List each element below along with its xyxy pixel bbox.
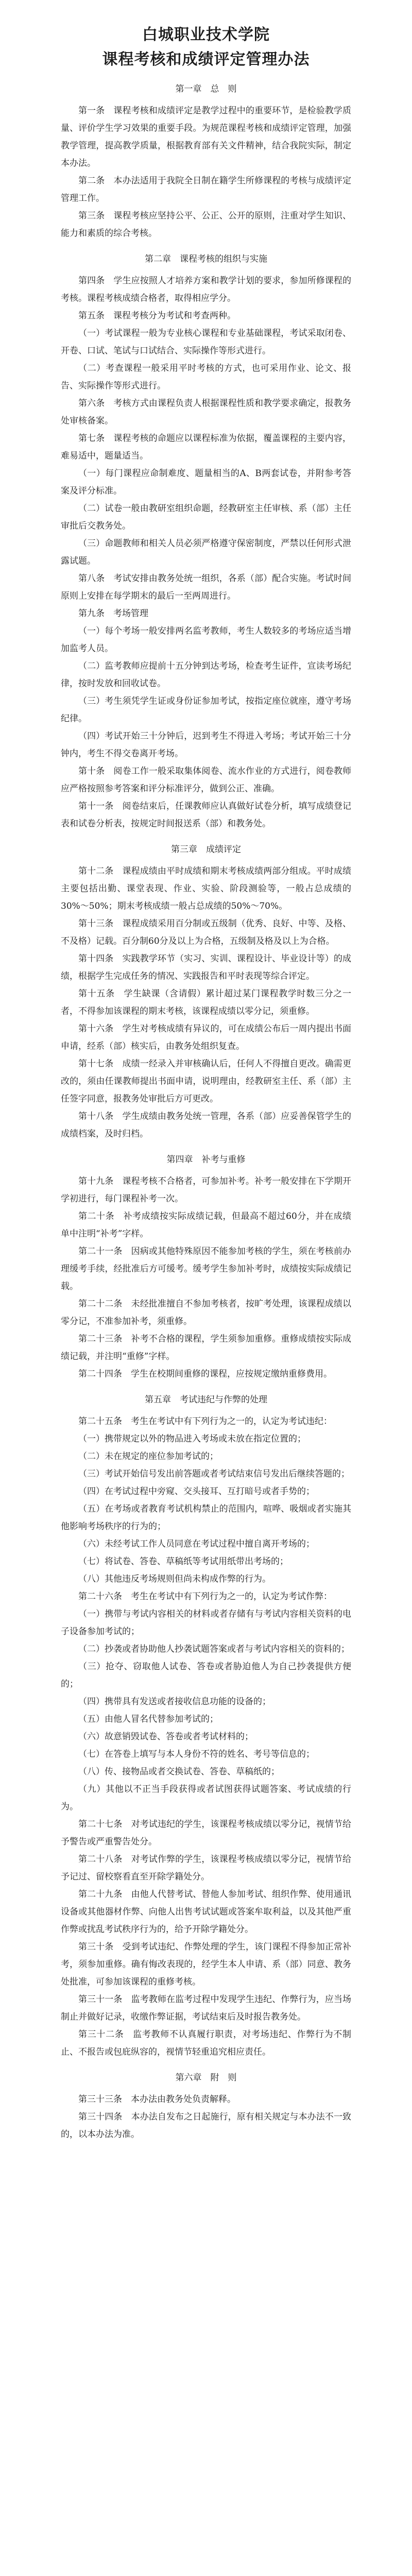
article-paragraph: （二）考查课程一般采用平时考核的方式，也可采用作业、论文、报告、实际操作等形式进行。 — [61, 363, 351, 391]
article-paragraph: 第三十条 受到考试违纪、作弊处理的学生，该门课程不得参加正常补考，须参加重修。确有悔改表现的，经学生本人申请、系（部）同意、教务处批准，可参加该课程的重修考核。 — [61, 1942, 351, 1987]
article-paragraph: 第四条 学生应按照人才培养方案和教学计划的要求，参加所修课程的考核。课程考核成绩合格者，取得相应学分。 — [61, 276, 351, 303]
article-paragraph: 第二条 本办法适用于我院全日制在籍学生所修课程的考核与成绩评定管理工作。 — [61, 176, 351, 204]
article-paragraph: （三）抢夺、窃取他人试卷、答卷或者胁迫他人为自己抄袭提供方便的； — [61, 1662, 351, 1689]
document-body — [61, 81, 351, 2143]
article-paragraph: （一）每个考场一般安排两名监考教师，考生人数较多的考场应适当增加监考人员。 — [61, 626, 351, 654]
article-paragraph: 第五条 课程考核分为考试和考查两种。 — [78, 311, 236, 321]
article-paragraph: （三）考生须凭学生证或身份证参加考试，按指定座位就座，遵守考场纪律。 — [61, 696, 351, 724]
article-paragraph: 第八条 考试安排由教务处统一组织，各系（部）配合实施。考试时间原则上安排在每学期末的最后一至两周进行。 — [61, 573, 351, 601]
article-paragraph: 第六条 考核方式由课程负责人根据课程性质和教学要求确定，报教务处审核备案。 — [61, 398, 351, 426]
article-paragraph: 第十四条 实践教学环节（实习、实训、课程设计、毕业设计等）的成绩，根据学生完成任务的情况、实践报告和平时表现等综合评定。 — [61, 954, 351, 981]
article-paragraph: （一）携带与考试内容相关的材料或者存储有与考试内容相关资料的电子设备参加考试的； — [61, 1609, 351, 1637]
article-paragraph: 第十七条 成绩一经录入并审核确认后，任何人不得擅自更改。确需更改的，须由任课教师提出书面申请，说明理由，经教研室主任、系（部）主任签字同意，报教务处审批后方可更改。 — [61, 1059, 351, 1104]
article-paragraph: 第七条 课程考核的命题应以课程标准为依据，覆盖课程的主要内容，难易适中，题量适当。 — [61, 433, 351, 461]
article-paragraph: 第二十六条 考生在考试中有下列行为之一的，认定为考试作弊： — [78, 1591, 332, 1602]
article-paragraph: （三）命题教师和相关人员必须严格遵守保密制度，严禁以任何形式泄露试题。 — [61, 538, 351, 566]
article-paragraph: 第一条 课程考核和成绩评定是教学过程中的重要环节，是检验教学质量、评价学生学习效果的重要手段。为规范课程考核和成绩评定管理，加强教学管理，提高教学质量，根据教育部有关文件精神，结合我院实际，制定本办法。 — [61, 106, 351, 168]
article-paragraph: （五）在考场或者教育考试机构禁止的范围内，喧哗、吸烟或者实施其他影响考场秩序的行为的； — [61, 1504, 351, 1532]
document-title-line1: 白城职业技术学院 — [142, 26, 270, 44]
article-paragraph: （九）其他以不正当手段获得或者试图获得试题答案、考试成绩的行为。 — [61, 1784, 351, 1812]
article-paragraph: 第二十五条 考生在考试中有下列行为之一的，认定为考试违纪： — [78, 1416, 332, 1427]
article-paragraph: 第三十三条 本办法由教务处负责解释。 — [78, 2094, 236, 2105]
chapter-heading: 第四章 补考与重修 — [166, 1155, 246, 1165]
article-paragraph: （四）携带具有发送或者接收信息功能的设备的； — [78, 1697, 271, 1707]
article-paragraph: 第十一条 阅卷结束后，任课教师应认真做好试卷分析，填写成绩登记表和试卷分析表，按规定时间报送系（部）和教务处。 — [61, 801, 351, 829]
article-paragraph: （五）由他人冒名代替参加考试的； — [78, 1714, 218, 1724]
chapter-heading: 第六章 附 则 — [175, 2073, 237, 2083]
article-paragraph: （二）未在规定的座位参加考试的； — [78, 1451, 218, 1462]
article-paragraph: （八）其他违反考场规则但尚未构成作弊的行为。 — [78, 1574, 271, 1584]
article-paragraph: 第十八条 学生成绩由教务处统一管理，各系（部）应妥善保管学生的成绩档案，及时归档。 — [61, 1111, 351, 1139]
article-paragraph: 第十二条 课程成绩由平时成绩和期末考核成绩两部分组成。平时成绩主要包括出勤、课堂表现、作业、实验、阶段测验等，一般占总成绩的30%～50%；期末考核成绩一般占总成绩的50%～70%。 — [61, 866, 351, 911]
article-paragraph: （二）抄袭或者协助他人抄袭试题答案或者与考试内容相关的资料的； — [78, 1644, 350, 1654]
article-paragraph: （二）试卷一般由教研室组织命题，经教研室主任审核、系（部）主任审批后交教务处。 — [61, 503, 351, 531]
article-paragraph: （一）考试课程一般为专业核心课程和专业基础课程，考试采取闭卷、开卷、口试、笔试与口试结合、实际操作等形式进行。 — [61, 328, 351, 356]
article-paragraph: 第三十二条 监考教师不认真履行职责，对考场违纪、作弊行为不制止、不报告或包庇纵容的，视情节轻重追究相应责任。 — [61, 2029, 351, 2057]
chapter-heading: 第一章 总 则 — [175, 84, 237, 94]
article-paragraph: 第二十四条 学生在校期间重修的课程，应按规定缴纳重修费用。 — [78, 1369, 332, 1379]
article-paragraph: （六）故意销毁试卷、答卷或者考试材料的； — [78, 1732, 253, 1742]
article-paragraph: 第二十条 补考成绩按实际成绩记载，但最高不超过60分，并在成绩单中注明“补考”字样。 — [61, 1211, 351, 1239]
chapter-heading: 第五章 考试违纪与作弊的处理 — [145, 1395, 267, 1405]
article-paragraph: 第二十三条 补考不合格的课程，学生须参加重修。重修成绩按实际成绩记载，并注明“重修”字样。 — [61, 1334, 351, 1362]
article-paragraph: 第三十四条 本办法自发布之日起施行，原有相关规定与本办法不一致的，以本办法为准。 — [61, 2112, 351, 2140]
article-paragraph: 第十五条 学生缺课（含请假）累计超过某门课程教学时数三分之一者，不得参加该课程的期末考核，该课程成绩以零分记，须重修。 — [61, 989, 351, 1016]
article-paragraph: （一）每门课程应命制难度、题量相当的A、B两套试卷，并附参考答案及评分标准。 — [61, 468, 351, 496]
article-paragraph: （八）传、接物品或者交换试卷、答卷、草稿纸的； — [78, 1767, 280, 1777]
article-paragraph: （四）在考试过程中旁窥、交头接耳、互打暗号或者手势的； — [78, 1486, 315, 1497]
article-paragraph: 第二十七条 对考试违纪的学生，该课程考核成绩以零分记，视情节给予警告或严重警告处分。 — [61, 1819, 351, 1847]
article-paragraph: 第二十九条 由他人代替考试、替他人参加考试、组织作弊、使用通讯设备或其他器材作弊、向他人出售考试试题或答案牟取利益，以及其他严重作弊或扰乱考试秩序行为的，给予开除学籍处分。 — [61, 1889, 351, 1935]
article-paragraph: 第九条 考场管理 — [78, 608, 148, 619]
article-paragraph: 第二十八条 对考试作弊的学生，该课程考核成绩以零分记，视情节给予记过、留校察看直至开除学籍处分。 — [61, 1854, 351, 1882]
article-paragraph: 第二十一条 因病或其他特殊原因不能参加考核的学生，须在考核前办理缓考手续，经批准后方可缓考。缓考学生参加补考时，成绩按实际成绩记载。 — [61, 1246, 351, 1292]
article-paragraph: （二）监考教师应提前十五分钟到达考场，检查考生证件，宣读考场纪律，按时发放和回收试卷。 — [61, 661, 351, 689]
article-paragraph: （三）考试开始信号发出前答题或者考试结束信号发出后继续答题的； — [78, 1469, 350, 1479]
article-paragraph: （四）考试开始三十分钟后，迟到考生不得进入考场；考试开始三十分钟内，考生不得交卷离开考场。 — [61, 731, 351, 759]
chapter-heading: 第三章 成绩评定 — [171, 844, 241, 855]
article-paragraph: 第十九条 课程考核不合格者，可参加补考。补考一般安排在下学期开学初进行，每门课程补考一次。 — [61, 1176, 351, 1204]
article-paragraph: 第十六条 学生对考核成绩有异议的，可在成绩公布后一周内提出书面申请，经系（部）核实后，由教务处组织复查。 — [61, 1024, 351, 1052]
article-paragraph: （七）将试卷、答卷、草稿纸等考试用纸带出考场的； — [78, 1556, 288, 1567]
article-paragraph: 第三条 课程考核应坚持公平、公正、公开的原则，注重对学生知识、能力和素质的综合考核。 — [61, 211, 351, 239]
article-paragraph: （七）在答卷上填写与本人身份不符的姓名、考号等信息的； — [78, 1749, 315, 1759]
article-paragraph: 第十三条 课程成绩采用百分制或五级制（优秀、良好、中等、及格、不及格）记载。百分制60分及以上为合格，五级制及格及以上为合格。 — [61, 919, 351, 946]
document-title-line2: 课程考核和成绩评定管理办法 — [102, 50, 310, 69]
chapter-heading: 第二章 课程考核的组织与实施 — [145, 254, 267, 264]
article-paragraph: （六）未经考试工作人员同意在考试过程中擅自离开考场的； — [78, 1539, 315, 1549]
article-paragraph: （一）携带规定以外的物品进入考场或未放在指定位置的； — [78, 1434, 306, 1444]
article-paragraph: 第三十一条 监考教师在监考过程中发现学生违纪、作弊行为，应当场制止并做好记录，收缴作弊证据，考试结束后及时报告教务处。 — [61, 1994, 351, 2022]
article-paragraph: 第十条 阅卷工作一般采取集体阅卷、流水作业的方式进行，阅卷教师应严格按照参考答案和评分标准评分，做到公正、准确。 — [61, 766, 351, 794]
article-paragraph: 第二十二条 未经批准擅自不参加考核者，按旷考处理，该课程成绩以零分记，不准参加补考，须重修。 — [61, 1299, 351, 1327]
